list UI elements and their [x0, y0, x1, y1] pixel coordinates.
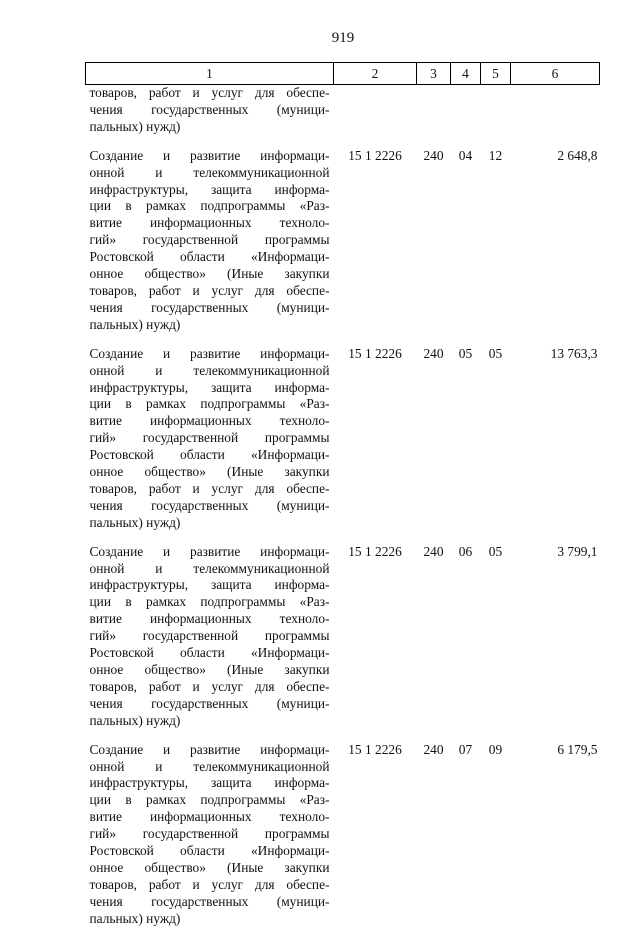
row-description: Создание и развитие информаци- онной и телекоммуникационной инфраструктуры, защита информа- ции в рамках подпрограммы «Раз- витие информационных техноло- гий» государственной программы Ростовской области «Информаци- онное общество» (Иные закупки товаров, работ и услуг для обеспе- чения государственных (муници- пальных) нужд): [89, 543, 330, 728]
column-header-4: 4: [451, 63, 481, 85]
page-number: 919: [331, 30, 355, 46]
row-section: 06: [458, 543, 473, 559]
column-header-5: 5: [481, 63, 511, 85]
row-amount: 6 179,5: [557, 741, 598, 757]
row-subsection: 05: [488, 543, 503, 559]
table-row: [86, 739, 600, 937]
budget-table: [85, 62, 600, 937]
row-section: 04: [458, 147, 473, 163]
column-number-row: [86, 63, 600, 85]
row-description: Создание и развитие информаци- онной и телекоммуникационной инфраструктуры, защита информа- ции в рамках подпрограммы «Раз- витие информационных техноло- гий» государственной программы Ростовской области «Информаци- онное общество» (Иные закупки товаров, работ и услуг для обеспе- чения государственных (муници- пальных) нужд): [89, 345, 330, 530]
row-target-code: 15 1 2226: [348, 147, 402, 163]
column-header-1: 1: [86, 63, 334, 85]
row-amount: 2 648,8: [557, 147, 598, 163]
continuation-row: [86, 85, 600, 145]
row-subsection: 05: [488, 345, 503, 361]
row-section: 05: [458, 345, 473, 361]
row-section: 07: [458, 741, 473, 757]
row-target-code: 15 1 2226: [348, 543, 402, 559]
row-amount: 13 763,3: [550, 345, 598, 361]
row-expense-type: 240: [423, 741, 444, 757]
row-subsection: 09: [488, 741, 503, 757]
table-row: [86, 541, 600, 739]
row-expense-type: 240: [423, 147, 444, 163]
column-header-3: 3: [417, 63, 451, 85]
row-target-code: 15 1 2226: [348, 741, 402, 757]
row-expense-type: 240: [423, 543, 444, 559]
table-body: [86, 85, 600, 937]
column-header-6: 6: [511, 63, 600, 85]
table-row: [86, 145, 600, 343]
continuation-text: товаров, работ и услуг для обеспе- чения государственных (муници- пальных) нужд): [89, 85, 330, 134]
row-subsection: 12: [488, 147, 503, 163]
row-target-code: 15 1 2226: [348, 345, 402, 361]
row-description: Создание и развитие информаци- онной и телекоммуникационной инфраструктуры, защита информа- ции в рамках подпрограммы «Раз- витие информационных техноло- гий» государственной программы Ростовской области «Информаци- онное общество» (Иные закупки товаров, работ и услуг для обеспе- чения государственных (муници- пальных) нужд): [89, 147, 330, 332]
row-amount: 3 799,1: [557, 543, 598, 559]
column-header-2: 2: [334, 63, 417, 85]
row-description: Создание и развитие информаци- онной и телекоммуникационной инфраструктуры, защита информа- ции в рамках подпрограммы «Раз- витие информационных техноло- гий» государственной программы Ростовской области «Информаци- онное общество» (Иные закупки товаров, работ и услуг для обеспе- чения государственных (муници- пальных) нужд): [89, 741, 330, 926]
table-row: [86, 343, 600, 541]
row-expense-type: 240: [423, 345, 444, 361]
